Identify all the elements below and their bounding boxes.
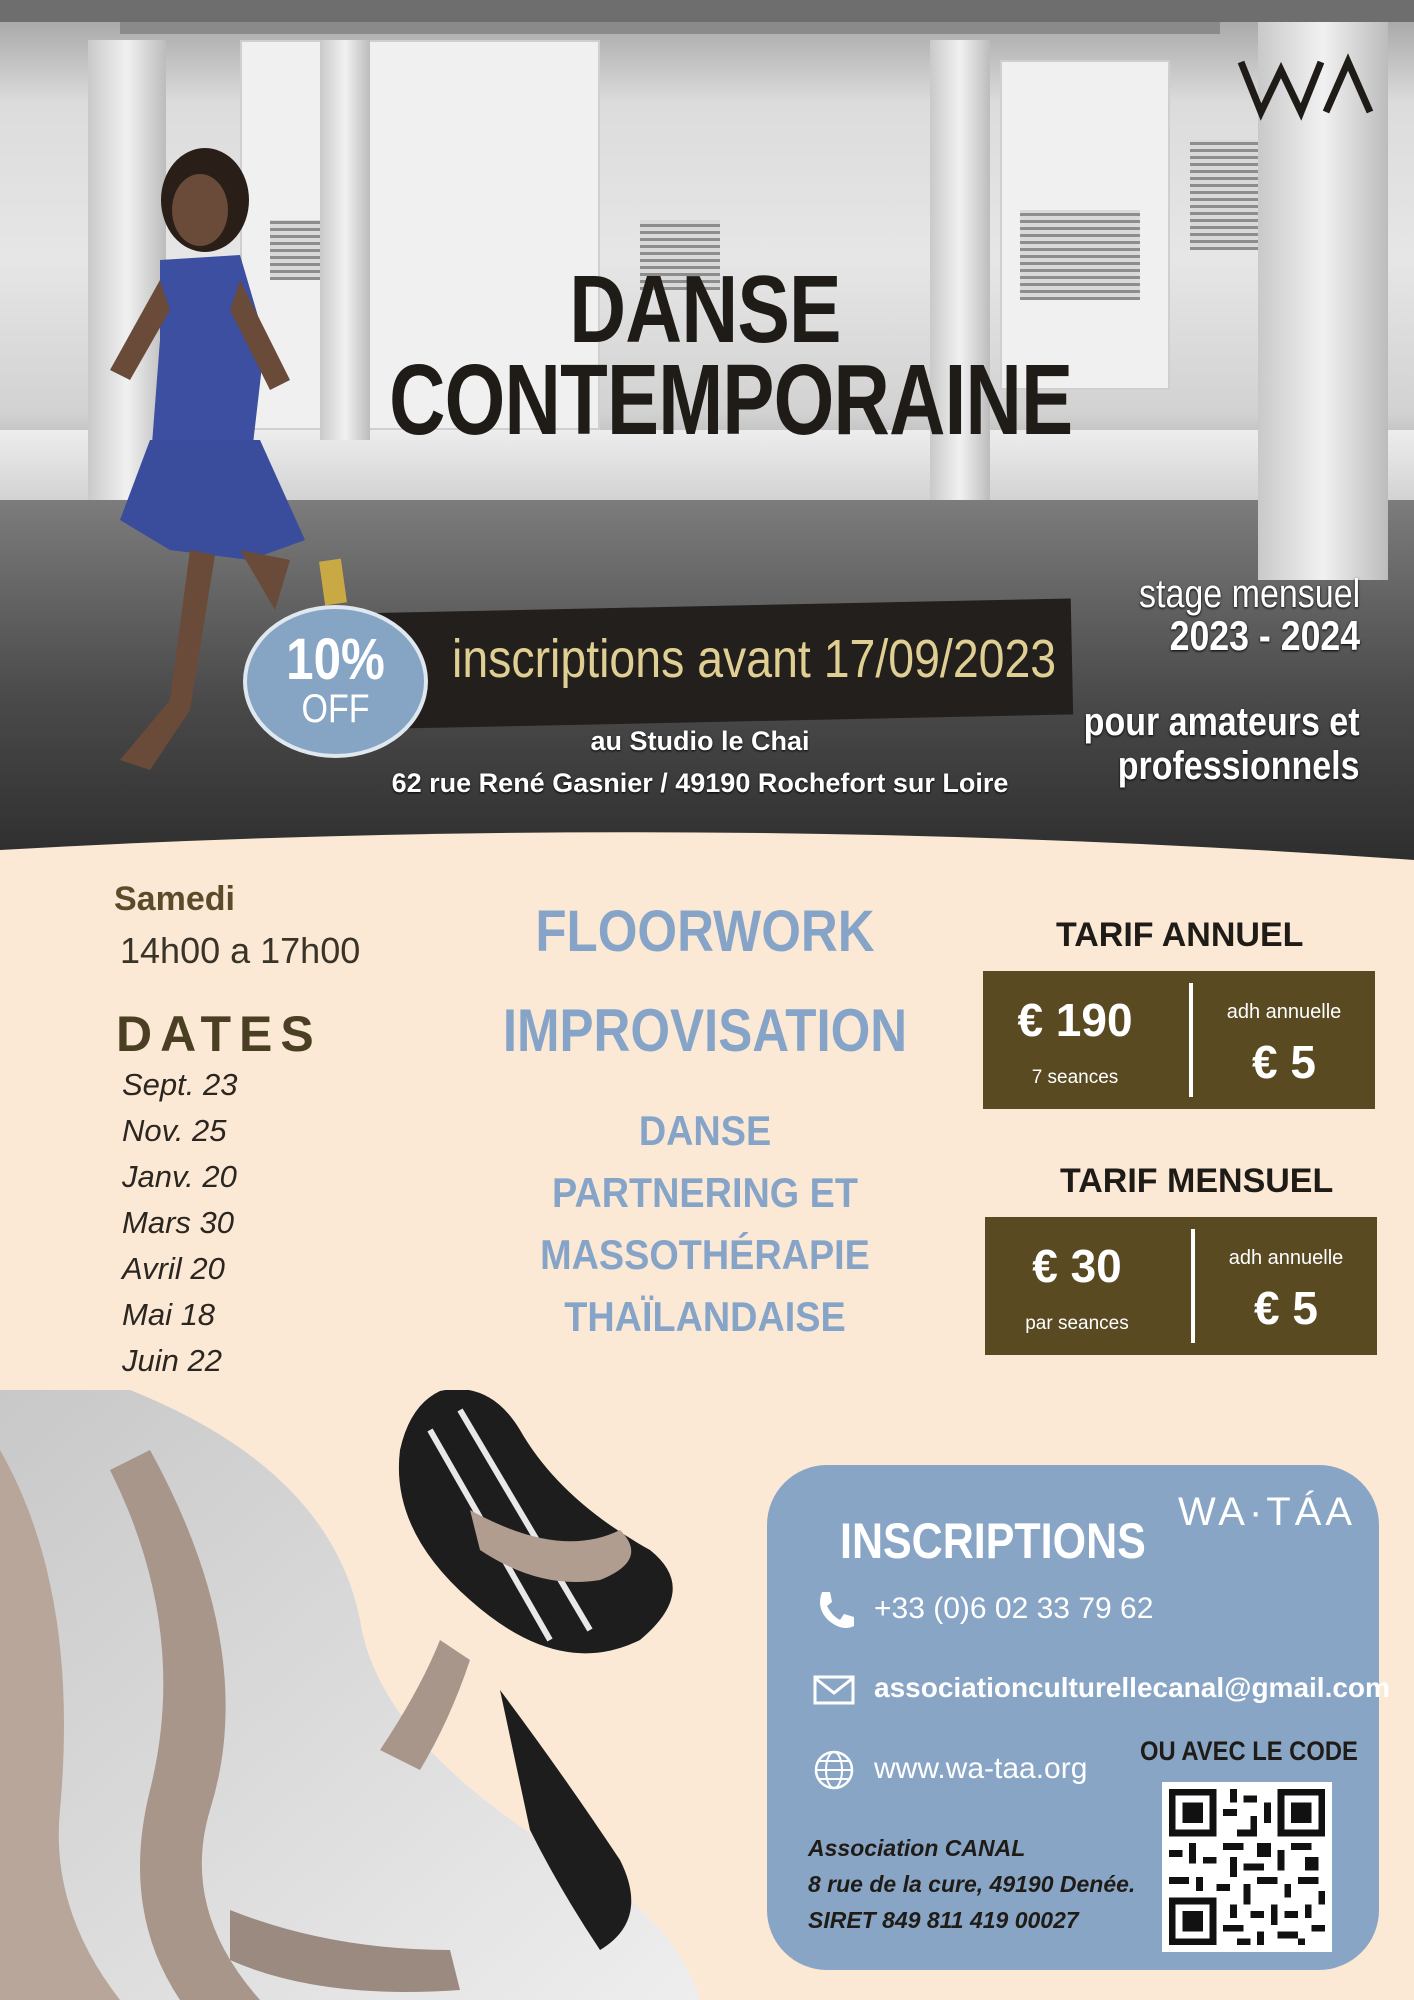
association-name: Association CANAL xyxy=(808,1835,1026,1861)
venue-address xyxy=(380,720,1020,804)
date-item: Juin 22 xyxy=(122,1343,222,1378)
ceiling-beam xyxy=(0,0,1414,22)
date-item: Mars 30 xyxy=(122,1205,234,1240)
association-siret: SIRET 849 811 419 00027 xyxy=(808,1907,1079,1933)
tarif-annuel-adh-value: € 5 xyxy=(1252,1036,1316,1088)
title-line-2: CONTEMPORAINE xyxy=(389,344,1073,456)
tarif-annuel-price: € 190 xyxy=(1017,994,1133,1046)
season-years: 2023 - 2024 xyxy=(1169,612,1360,659)
association-address: 8 rue de la cure, 49190 Denée. xyxy=(808,1871,1136,1897)
discount-percent: 10% xyxy=(286,627,385,692)
discount-off: OFF xyxy=(301,687,370,731)
date-item: Mai 18 xyxy=(122,1297,216,1332)
tarif-annuel-sub: 7 seances xyxy=(1031,1067,1119,1088)
discipline-line: THAÏLANDAISE xyxy=(564,1293,846,1340)
envelope-icon xyxy=(812,1668,856,1712)
season-type: stage mensuel xyxy=(1138,572,1360,616)
audience-line-2: professionnels xyxy=(1118,744,1360,788)
phone-icon xyxy=(812,1588,856,1632)
date-item: Janv. 20 xyxy=(122,1159,237,1194)
globe-icon xyxy=(812,1748,856,1792)
dates-list xyxy=(122,1062,237,1384)
phone-number[interactable]: +33 (0)6 02 33 79 62 xyxy=(874,1592,1154,1625)
page-title xyxy=(300,256,1110,456)
discipline-line: PARTNERING ET xyxy=(552,1169,858,1216)
ceiling-beam xyxy=(120,22,1220,34)
date-item: Nov. 25 xyxy=(122,1113,227,1148)
qr-code[interactable] xyxy=(1162,1782,1332,1952)
inscriptions-heading: INSCRIPTIONS xyxy=(840,1513,1146,1569)
season-label xyxy=(1100,572,1360,659)
title-line-1: DANSE xyxy=(569,256,841,363)
venue-name: au Studio le Chai xyxy=(590,726,810,756)
tarif-mensuel-sub: par seances xyxy=(1025,1313,1129,1334)
tarif-mensuel-adh-value: € 5 xyxy=(1254,1282,1318,1334)
audience-label xyxy=(1035,700,1360,788)
discipline-partnering xyxy=(485,1100,926,1348)
hours-label: 14h00 a 17h00 xyxy=(120,930,361,971)
tarif-mensuel-heading: TARIF MENSUEL xyxy=(1060,1162,1334,1200)
website-url[interactable]: www.wa-taa.org xyxy=(874,1752,1088,1785)
discipline-improvisation: IMPROVISATION xyxy=(502,997,908,1064)
tarif-mensuel-price: € 30 xyxy=(1032,1240,1122,1292)
tarif-annuel-box xyxy=(983,971,1375,1109)
date-item: Sept. 23 xyxy=(122,1067,238,1102)
tarif-annuel-heading: TARIF ANNUEL xyxy=(1056,916,1304,954)
audience-line-1: pour amateurs et xyxy=(1084,700,1360,744)
email-address[interactable]: associationculturellecanal@gmail.com xyxy=(874,1672,1390,1703)
day-label: Samedi xyxy=(114,880,235,918)
venue-street: 62 rue René Gasnier / 49190 Rochefort sur Loire xyxy=(391,768,1009,798)
partnering-photo xyxy=(0,1390,720,2000)
discipline-floorwork: FLOORWORK xyxy=(535,899,875,964)
tarif-mensuel-box xyxy=(985,1217,1377,1355)
dates-heading: DATES xyxy=(116,1006,322,1062)
hero-photo xyxy=(0,0,1414,860)
discipline-line: MASSOTHÉRAPIE xyxy=(540,1231,870,1278)
deadline-text: inscriptions avant 17/09/2023 xyxy=(452,629,1057,689)
wataa-brand: WA·TÁA xyxy=(1178,1490,1357,1534)
date-item: Avril 20 xyxy=(122,1251,225,1286)
discipline-line: DANSE xyxy=(638,1107,772,1154)
association-info xyxy=(808,1830,1135,1938)
wa-logo xyxy=(1236,52,1376,122)
tarif-annuel-adh-label: adh annuelle xyxy=(1226,1001,1342,1023)
qr-code-label: OU AVEC LE CODE xyxy=(1140,1736,1358,1766)
tarif-mensuel-adh-label: adh annuelle xyxy=(1228,1247,1344,1269)
